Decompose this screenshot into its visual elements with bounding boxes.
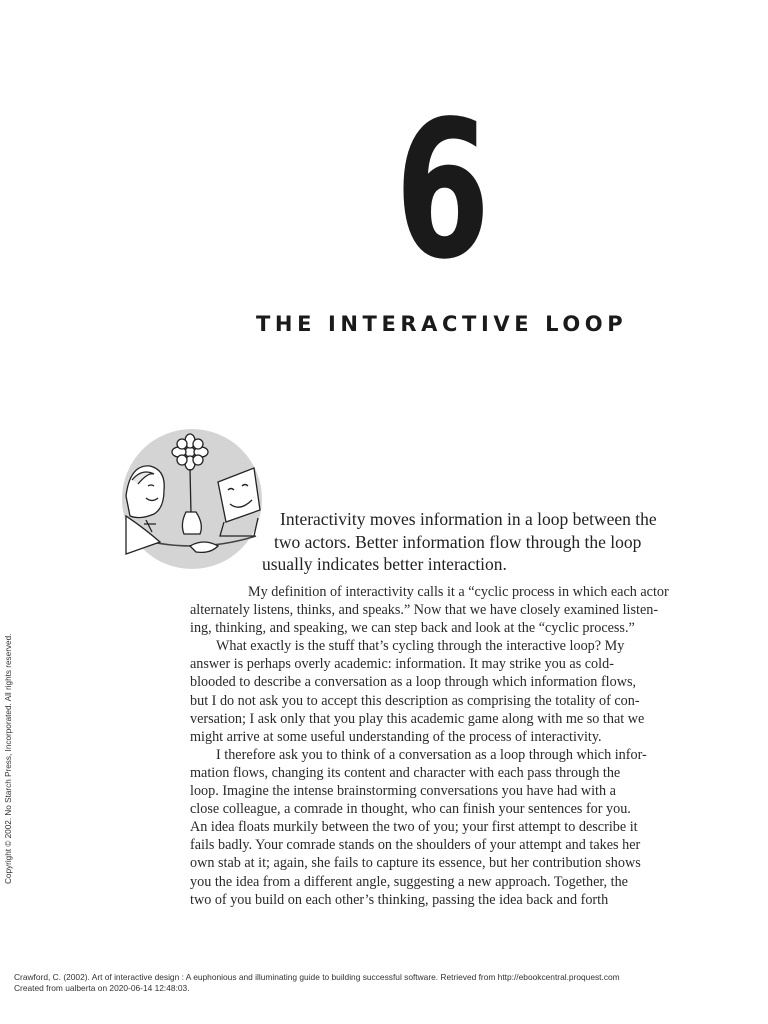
- chapter-number: 6: [395, 80, 488, 301]
- created-line: Created from ualberta on 2020-06-14 12:48:03.: [14, 983, 190, 993]
- body-line: mation flows, changing its content and character with each pass through the: [190, 764, 621, 781]
- body-line: own stab at it; again, she fails to capture its essence, but her contribution shows: [190, 855, 641, 872]
- chapter-summary: [262, 508, 692, 576]
- citation-line: Crawford, C. (2002). Art of interactive design : A euphonious and illuminating guide to building successful software. Retrieved from http://ebookcentral.proquest.com: [14, 972, 620, 982]
- body-line: loop. Imagine the intense brainstorming conversations you have had with a: [190, 783, 616, 800]
- body-text: [190, 583, 690, 909]
- body-line: answer is perhaps overly academic: information. It may strike you as cold-: [190, 656, 614, 673]
- summary-line: usually indicates better interaction.: [262, 554, 507, 574]
- summary-line: two actors. Better information flow through the loop: [274, 531, 642, 552]
- body-line: versation; I ask only that you play this academic game along with me so that we: [190, 710, 645, 727]
- body-line: two of you build on each other’s thinking, passing the idea back and forth: [190, 891, 609, 908]
- chapter-title: THE INTERACTIVE LOOP: [256, 312, 628, 336]
- side-copyright-notice: Copyright © 2002. No Starch Press, Incorporated. All rights reserved.: [4, 633, 13, 884]
- body-line: My definition of interactivity calls it a “cyclic process in which each actor: [248, 584, 669, 600]
- summary-line: Interactivity moves information in a loop between the: [280, 509, 657, 529]
- body-line: you the idea from a different angle, suggesting a new approach. Together, the: [190, 873, 628, 890]
- body-line: ing, thinking, and speaking, we can step back and look at the “cyclic process.”: [190, 620, 635, 637]
- body-line: fails badly. Your comrade stands on the shoulders of your attempt and takes her: [190, 837, 641, 854]
- footer-citation: [14, 972, 620, 994]
- body-line: alternately listens, thinks, and speaks.” Now that we have closely examined listen-: [190, 602, 659, 619]
- body-line: blooded to describe a conversation as a loop through which information flows,: [190, 674, 637, 691]
- body-line: An idea floats murkily between the two of you; your first attempt to describe it: [190, 819, 638, 836]
- body-line: What exactly is the stuff that’s cycling through the interactive loop? My: [216, 638, 625, 655]
- body-line: but I do not ask you to accept this description as comprising the totality of con-: [190, 692, 640, 709]
- body-line: I therefore ask you to think of a conversation as a loop through which infor-: [216, 746, 647, 763]
- body-line: close colleague, a comrade in thought, who can finish your sentences for you.: [190, 801, 631, 818]
- body-line: might arrive at some useful understanding of the process of interactivity.: [190, 728, 602, 745]
- conversation-illustration: [120, 424, 264, 574]
